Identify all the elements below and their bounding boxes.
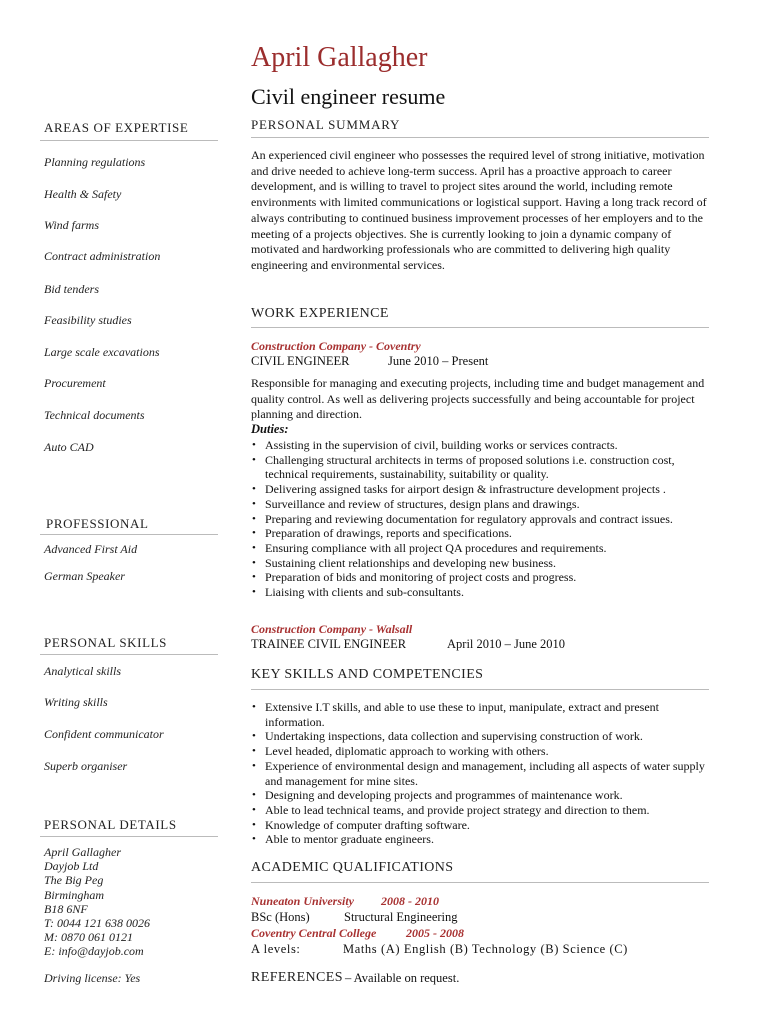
job1-dates: June 2010 – Present: [388, 354, 489, 368]
work-heading: WORK EXPERIENCE: [251, 306, 389, 321]
resume-subtitle: Civil engineer resume: [251, 84, 446, 109]
expertise-divider: [40, 140, 218, 141]
duties-list: [251, 438, 711, 600]
list-item: • Preparing and reviewing documentation for regulatory approvals and contract issues.: [251, 512, 711, 527]
list-item: • Undertaking inspections, data collection and supervising construction of work.: [251, 729, 711, 744]
degree-type: BSc (Hons): [251, 910, 310, 924]
university-dates: 2008 - 2010: [381, 894, 439, 908]
professional-item: German Speaker: [44, 569, 125, 583]
list-item: • Level headed, diplomatic approach to working with others.: [251, 744, 711, 759]
details-city: Birmingham: [44, 887, 104, 902]
list-item: • Liaising with clients and sub-consultants.: [251, 585, 711, 600]
list-item: • Able to lead technical teams, and provide project strategy and direction to them.: [251, 803, 711, 818]
list-item: • Preparation of drawings, reports and specifications.: [251, 526, 711, 541]
skills-heading: PERSONAL SKILLS: [44, 635, 168, 650]
details-divider: [40, 836, 218, 837]
work-divider: [251, 327, 709, 328]
university-name: Nuneaton University: [251, 894, 355, 908]
duties-label: Duties:: [251, 422, 289, 436]
driving-license: Driving license: Yes: [44, 971, 141, 985]
keyskills-heading: KEY SKILLS AND COMPETENCIES: [251, 667, 484, 682]
keyskills-list: [251, 700, 711, 847]
expertise-item: Planning regulations: [44, 155, 146, 169]
job1-description: Responsible for managing and executing projects, including time and budget management and quality control. As well as delivering projects successfully and being accountable for project planning and direction.: [251, 376, 705, 422]
details-mobile: M: 0870 061 0121: [44, 930, 133, 945]
keyskills-divider: [251, 689, 709, 690]
references-heading: REFERENCES: [251, 970, 343, 985]
references-text: – Available on request.: [345, 971, 460, 985]
job2-company: Construction Company - Walsall: [251, 622, 413, 636]
professional-heading: PROFESSIONAL: [46, 516, 149, 531]
skill-item: Superb organiser: [44, 759, 128, 773]
alevels-label: A levels:: [251, 942, 301, 956]
skill-item: Confident communicator: [44, 727, 164, 741]
professional-divider: [40, 534, 218, 535]
list-item: • Preparation of bids and monitoring of project costs and progress.: [251, 570, 711, 585]
expertise-item: Procurement: [44, 376, 106, 390]
job2-dates: April 2010 – June 2010: [447, 637, 566, 651]
professional-item: Advanced First Aid: [44, 542, 138, 556]
summary-text: An experienced civil engineer who possesses the required level of strong initiative, motivation and drive needed to achieve long-term success. April has a proactive approach to career development, and is willing to travel to project sites around the world, including remote environments with limited communications or logistical support. Having a long track record of always contributing to continued business improvement processes of her employers and to the meeting of a projects objectives. She is currently looking to join a dynamic company of motivated and hardworking professionals who are committed to delivering high quality engineering and environmental services.: [251, 148, 707, 272]
details-telephone: T: 0044 121 638 0026: [44, 916, 151, 931]
list-item: • Designing and developing projects and programmes of maintenance work.: [251, 788, 711, 803]
expertise-heading: AREAS OF EXPERTISE: [44, 120, 189, 135]
expertise-item: Large scale excavations: [44, 345, 160, 359]
skill-item: Writing skills: [44, 695, 108, 709]
list-item: • Assisting in the supervision of civil, building works or services contracts.: [251, 438, 711, 453]
expertise-item: Feasibility studies: [44, 313, 132, 327]
job1-company: Construction Company - Coventry: [251, 339, 421, 353]
expertise-item: Auto CAD: [44, 440, 94, 454]
academic-heading: ACADEMIC QUALIFICATIONS: [251, 860, 454, 875]
summary-heading: PERSONAL SUMMARY: [251, 117, 401, 132]
expertise-item: Contract administration: [44, 249, 161, 263]
list-item: • Extensive I.T skills, and able to use these to input, manipulate, extract and present information.: [251, 700, 711, 729]
expertise-item: Technical documents: [44, 408, 145, 422]
list-item: • Knowledge of computer drafting software.: [251, 818, 711, 833]
list-item: • Experience of environmental design and management, including all aspects of water supply and management for mine sites.: [251, 759, 711, 788]
details-block: [44, 845, 150, 959]
details-email: E: info@dayjob.com: [44, 944, 144, 959]
expertise-item: Wind farms: [44, 218, 100, 232]
details-name: April Gallagher: [44, 845, 121, 859]
job2-title: TRAINEE CIVIL ENGINEER: [251, 637, 407, 651]
list-item: • Ensuring compliance with all project QA procedures and requirements.: [251, 541, 711, 556]
college-dates: 2005 - 2008: [406, 926, 464, 940]
college-name: Coventry Central College: [251, 926, 377, 940]
details-postcode: B18 6NF: [44, 901, 88, 916]
list-item: • Able to mentor graduate engineers.: [251, 832, 711, 847]
list-item: • Sustaining client relationships and developing new business.: [251, 556, 711, 571]
list-item: • Challenging structural architects in terms of proposed solutions i.e. construction cost, technical requirements, sustainability, suitability or quality.: [251, 453, 711, 482]
academic-divider: [251, 882, 709, 883]
list-item: • Surveillance and review of structures, design plans and drawings.: [251, 497, 711, 512]
expertise-item: Health & Safety: [44, 187, 122, 201]
degree-subject: Structural Engineering: [344, 910, 458, 924]
skills-divider: [40, 654, 218, 655]
list-item: • Delivering assigned tasks for airport design & infrastructure development projects .: [251, 482, 711, 497]
summary-divider: [251, 137, 709, 138]
alevels-subjects: Maths (A) English (B) Technology (B) Science (C): [343, 942, 628, 956]
details-heading: PERSONAL DETAILS: [44, 817, 177, 832]
skill-item: Analytical skills: [44, 664, 121, 678]
details-company: Dayjob Ltd: [44, 859, 99, 874]
job1-title: CIVIL ENGINEER: [251, 354, 350, 368]
candidate-name: April Gallagher: [251, 42, 428, 73]
details-street: The Big Peg: [44, 873, 104, 888]
expertise-item: Bid tenders: [44, 282, 99, 296]
